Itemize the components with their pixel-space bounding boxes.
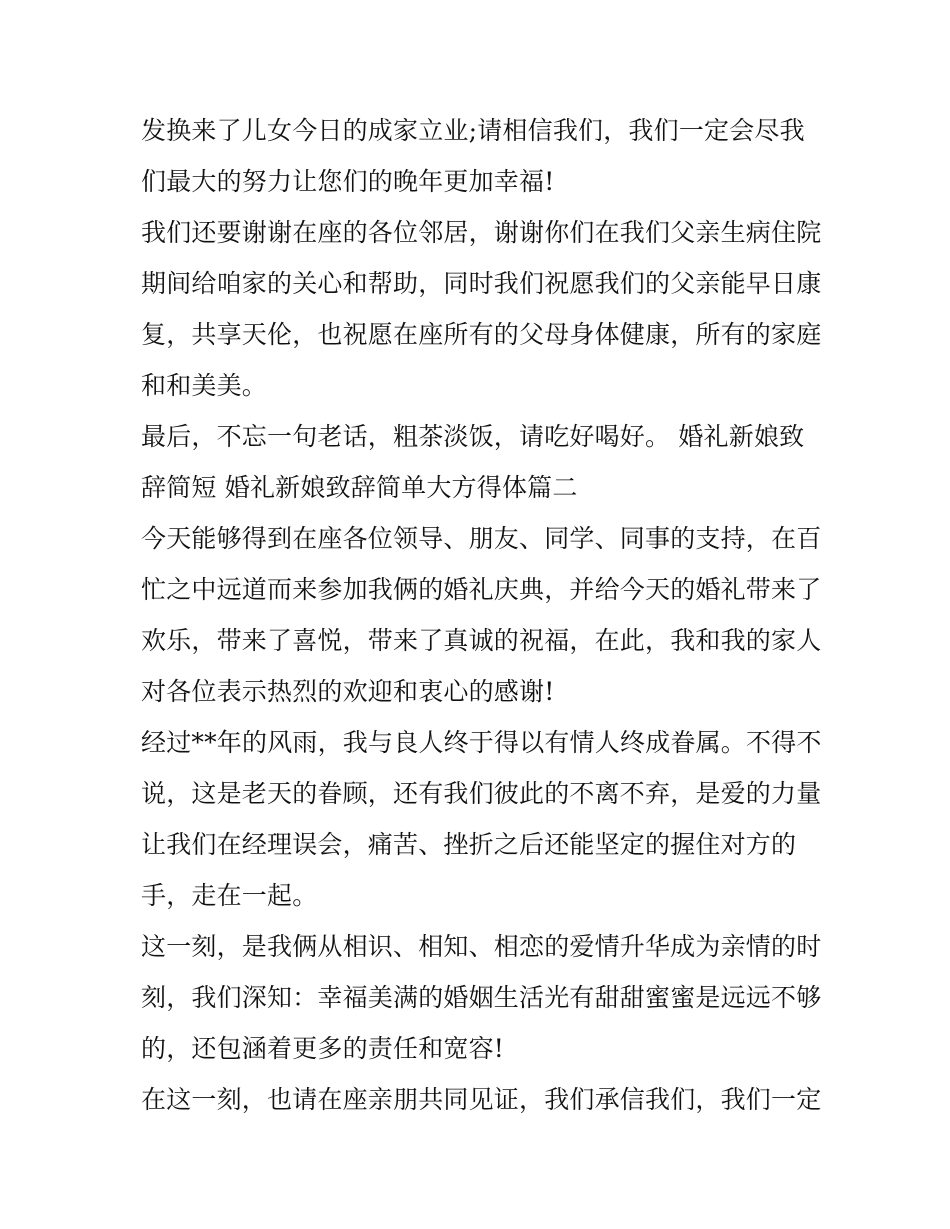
paragraph-7: [141, 1079, 821, 1130]
text-line: 发换来了儿女今日的成家立业;请相信我们，我们一定会尽我: [141, 116, 805, 145]
paragraph-2: [141, 212, 821, 416]
paragraph-3: [141, 416, 821, 518]
text-line: 欢乐，带来了喜悦，带来了真诚的祝福，在此，我和我的家人: [141, 626, 822, 655]
paragraph-4: [141, 518, 821, 722]
text-line: 说，这是老天的眷顾，还有我们彼此的不离不弃，是爱的力量: [141, 779, 822, 808]
text-line: 辞简短 婚礼新娘致辞简单大方得体篇二: [141, 473, 578, 502]
text-line: 刻，我们深知：幸福美满的婚姻生活光有甜甜蜜蜜是远远不够: [141, 983, 822, 1012]
document-body: [141, 110, 821, 1130]
text-line: 经过**年的风雨，我与良人终于得以有情人终成眷属。不得不: [141, 728, 822, 757]
text-line: 复，共享天伦，也祝愿在座所有的父母身体健康，所有的家庭: [141, 320, 822, 349]
text-line: 的，还包涵着更多的责任和宽容!: [141, 1034, 505, 1063]
text-line: 这一刻，是我俩从相识、相知、相恋的爱情升华成为亲情的时: [141, 932, 822, 961]
paragraph-5: [141, 722, 821, 926]
text-line: 们最大的努力让您们的晚年更加幸福!: [141, 167, 555, 196]
text-line: 期间给咱家的关心和帮助，同时我们祝愿我们的父亲能早日康: [141, 269, 822, 298]
text-line: 手，走在一起。: [141, 881, 318, 910]
text-line: 让我们在经理误会，痛苦、挫折之后还能坚定的握住对方的: [141, 830, 797, 859]
text-line: 忙之中远道而来参加我俩的婚礼庆典，并给今天的婚礼带来了: [141, 575, 822, 604]
text-line: 和和美美。: [141, 371, 268, 400]
text-line: 在这一刻，也请在座亲朋共同见证，我们承信我们，我们一定: [141, 1085, 822, 1114]
text-line: 最后，不忘一句老话，粗茶淡饭，请吃好喝好。 婚礼新娘致: [141, 422, 805, 451]
text-line: 今天能够得到在座各位领导、朋友、同学、同事的支持，在百: [141, 524, 822, 553]
text-line: 对各位表示热烈的欢迎和衷心的感谢!: [141, 677, 555, 706]
text-line: 我们还要谢谢在座的各位邻居，谢谢你们在我们父亲生病住院: [141, 218, 822, 247]
paragraph-1: [141, 110, 821, 212]
paragraph-6: [141, 926, 821, 1079]
